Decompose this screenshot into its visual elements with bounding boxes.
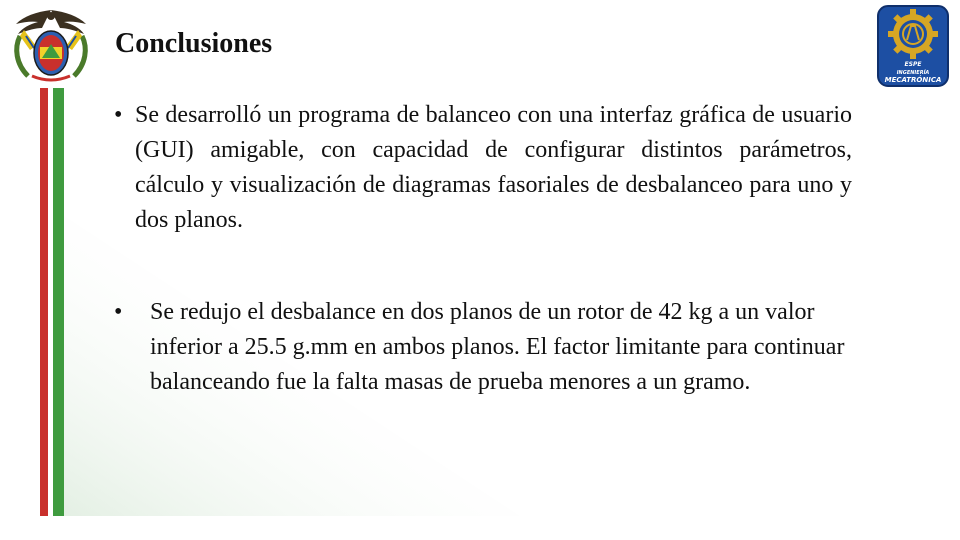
bullet-text: Se redujo el desbalance en dos planos de un rotor de 42 kg a un valor inferior a 25.5 g.mm en ambos planos. El factor limitante para continuar balanceando fue la falta masas de prueba menores a un gramo. — [150, 299, 845, 395]
logo-line1: ESPE — [904, 61, 922, 68]
bullet-text: Se desarrolló un programa de balanceo con una interfaz gráfica de usuario (GUI) amigable, con capacidad de configurar distintos parámetros, cálculo y visualización de diagramas fasoriales de desbalanceo para uno y dos planos. — [135, 102, 852, 233]
bullet-item-1 — [108, 98, 852, 238]
bullet-item-2 — [108, 295, 856, 400]
bullet-marker: • — [114, 299, 123, 325]
university-coat-of-arms-icon — [6, 6, 96, 86]
flag-stripes — [40, 88, 64, 516]
logo-line2: INGENIERÍA — [896, 70, 930, 76]
espe-mecatronica-logo — [876, 4, 950, 88]
bullet-marker: • — [114, 102, 123, 128]
bullet-list — [108, 98, 858, 400]
slide-title: Conclusiones — [115, 28, 273, 59]
logo-line3: MECATRÓNICA — [884, 76, 942, 84]
